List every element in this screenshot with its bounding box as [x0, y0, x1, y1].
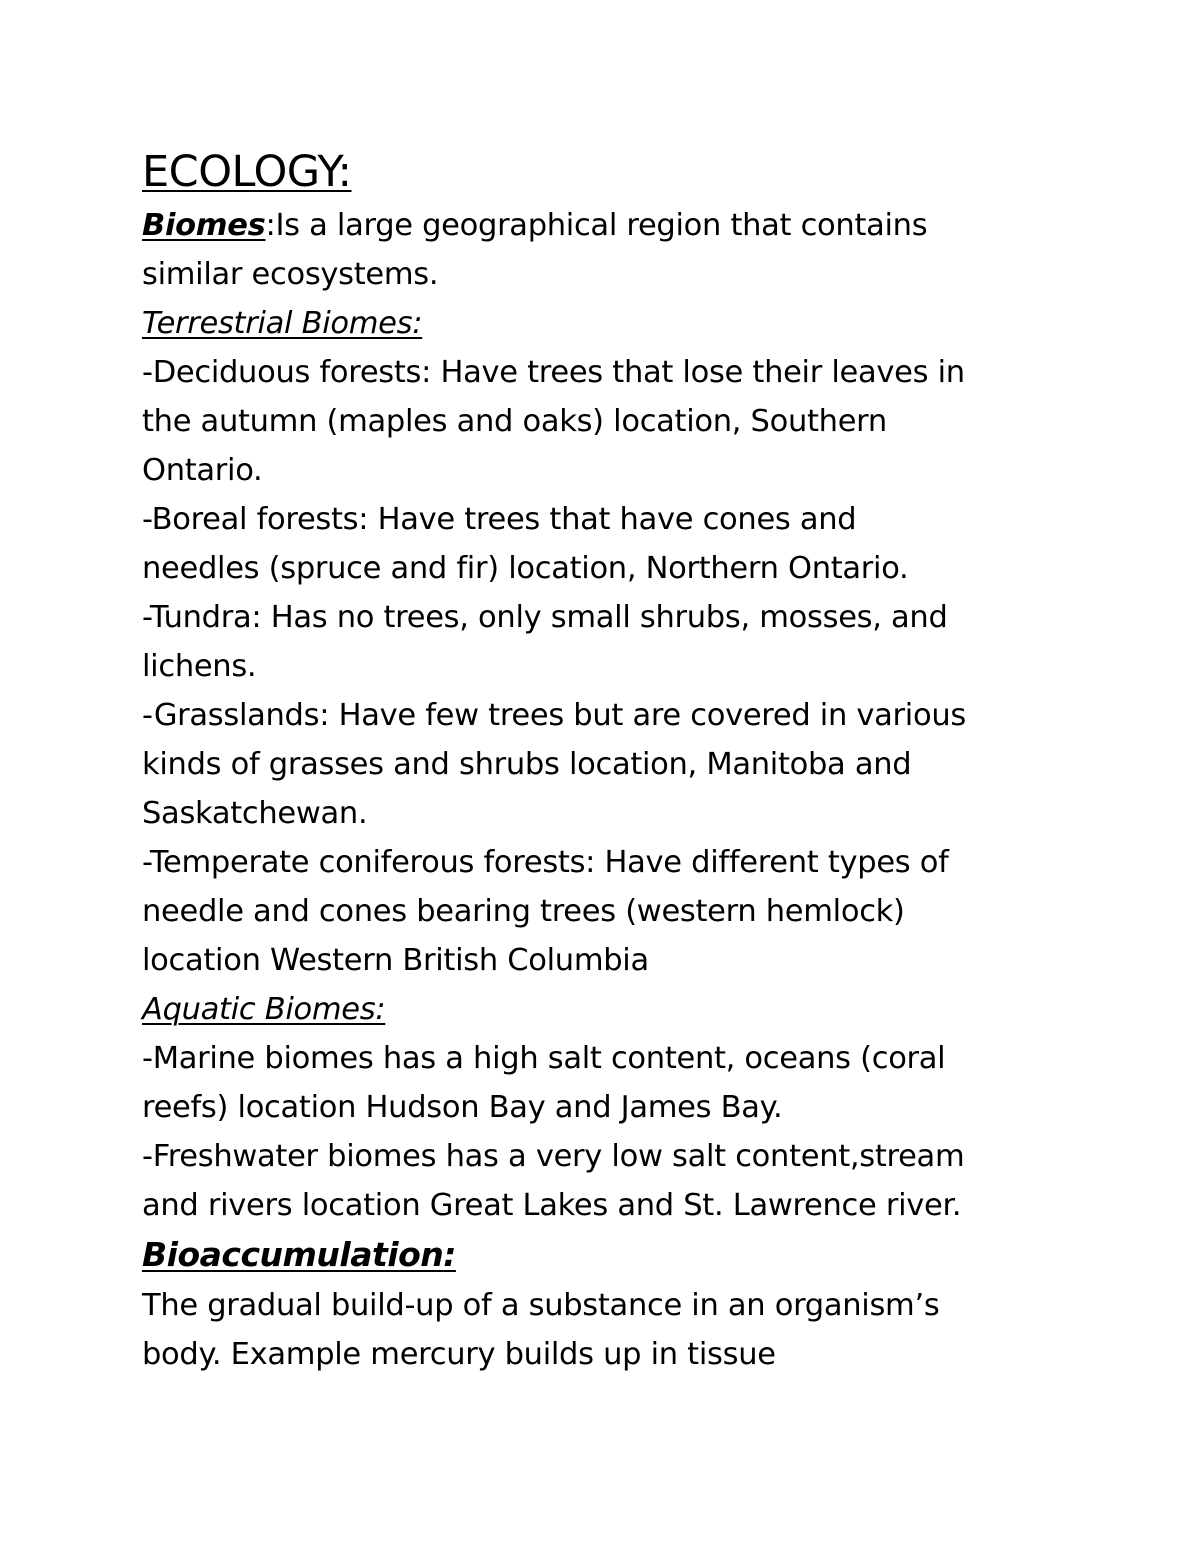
aquatic-heading-line: [142, 985, 1142, 1034]
terrestrial-line: kinds of grasses and shrubs location, Manitoba and: [142, 747, 912, 782]
bioaccumulation-line: body. Example mercury builds up in tissue: [142, 1337, 776, 1372]
terrestrial-heading-line: [142, 299, 1142, 348]
biomes-definition: [142, 201, 1142, 299]
terrestrial-line: location Western British Columbia: [142, 943, 649, 978]
biomes-definition-line-1: [142, 201, 1142, 250]
aquatic-line: reefs) location Hudson Bay and James Bay.: [142, 1090, 783, 1125]
biomes-term: Biomes: [142, 208, 266, 243]
bioaccumulation-heading-line: [142, 1230, 1142, 1281]
aquatic-line: and rivers location Great Lakes and St. Lawrence river.: [142, 1188, 962, 1223]
terrestrial-line: -Boreal forests: Have trees that have cones and: [142, 502, 857, 537]
terrestrial-line: -Deciduous forests: Have trees that lose their leaves in: [142, 355, 965, 390]
aquatic-line: -Marine biomes has a high salt content, oceans (coral: [142, 1041, 946, 1076]
page-title: ECOLOGY:: [142, 147, 352, 197]
terrestrial-line: -Temperate coniferous forests: Have different types of: [142, 845, 949, 880]
aquatic-line: -Freshwater biomes has a very low salt content,stream: [142, 1139, 965, 1174]
aquatic-heading: Aquatic Biomes:: [142, 992, 386, 1027]
bioaccumulation-section: [142, 1230, 1142, 1379]
terrestrial-heading: Terrestrial Biomes:: [142, 306, 423, 341]
bioaccumulation-line: The gradual build-up of a substance in an organism’s: [142, 1288, 940, 1323]
terrestrial-line: needles (spruce and fir) location, Northern Ontario.: [142, 551, 909, 586]
terrestrial-line: -Grasslands: Have few trees but are covered in various: [142, 698, 966, 733]
bioaccumulation-heading: Bioaccumulation: [142, 1235, 444, 1274]
terrestrial-line: needle and cones bearing trees (western hemlock): [142, 894, 905, 929]
bioaccumulation-colon: :: [443, 1235, 456, 1274]
biomes-definition-line-2: similar ecosystems.: [142, 257, 439, 292]
terrestrial-line: Saskatchewan.: [142, 796, 368, 831]
biomes-colon: :: [265, 208, 276, 243]
terrestrial-section: [142, 299, 1142, 985]
aquatic-section: [142, 985, 1142, 1230]
terrestrial-line: Ontario.: [142, 453, 263, 488]
biomes-definition-text-1: Is a large geographical region that contains: [275, 208, 928, 243]
terrestrial-line: -Tundra: Has no trees, only small shrubs, mosses, and: [142, 600, 948, 635]
terrestrial-line: lichens.: [142, 649, 257, 684]
document-page: [142, 143, 1142, 1379]
terrestrial-line: the autumn (maples and oaks) location, Southern: [142, 404, 887, 439]
